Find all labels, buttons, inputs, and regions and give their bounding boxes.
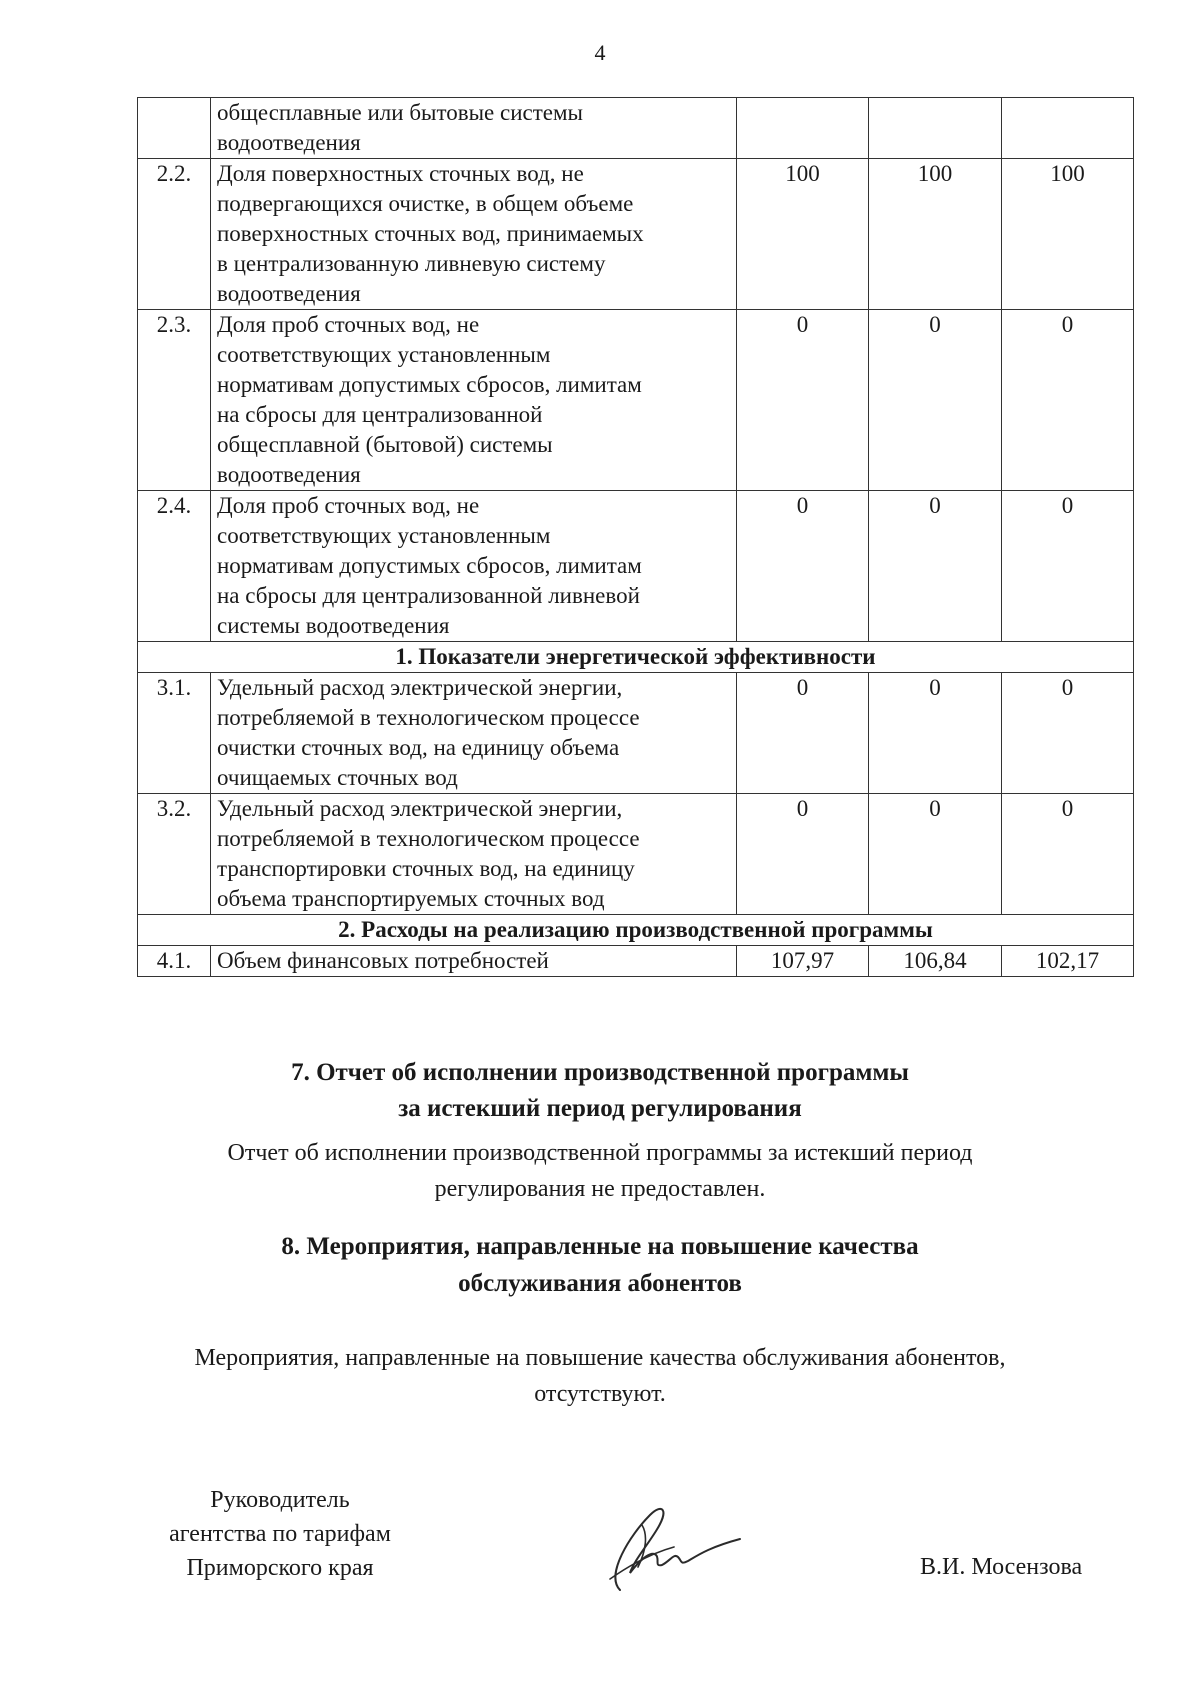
section8-heading-line1: 8. Мероприятия, направленные на повышение качества — [281, 1233, 919, 1260]
description-line: Удельный расход электрической энергии, — [217, 796, 623, 821]
description-line: Доля проб сточных вод, не — [217, 312, 480, 337]
signer-name: В.И. Мосензова — [920, 1554, 1083, 1580]
row-value-v3 — [1002, 98, 1134, 159]
handwritten-signature — [590, 1495, 750, 1610]
row-value-v1: 0 — [737, 310, 869, 491]
row-value-v3: 102,17 — [1002, 946, 1134, 977]
description-line: Удельный расход электрической энергии, — [217, 675, 623, 700]
row-value-v2: 0 — [869, 794, 1002, 915]
description-line: нормативам допустимых сбросов, лимитам — [217, 553, 642, 578]
description-line: нормативам допустимых сбросов, лимитам — [217, 372, 642, 397]
signer-title — [120, 1483, 440, 1585]
description-line: поверхностных сточных вод, принимаемых — [217, 221, 644, 246]
description-line: транспортировки сточных вод, на единицу — [217, 856, 635, 881]
indicators-table — [137, 97, 1134, 977]
row-description — [211, 159, 737, 310]
signer-title-line2: агентства по тарифам — [169, 1521, 391, 1547]
table-row — [138, 491, 1134, 642]
row-description — [211, 310, 737, 491]
description-line: общесплавной (бытовой) системы — [217, 432, 553, 457]
section8-text-line2: отсутствуют. — [534, 1381, 666, 1407]
description-line: соответствующих установленным — [217, 342, 551, 367]
section8-text-line1: Мероприятия, направленные на повышение качества обслуживания абонентов, — [194, 1345, 1006, 1371]
row-number — [138, 98, 211, 159]
row-number: 2.4. — [138, 491, 211, 642]
row-value-v2: 100 — [869, 159, 1002, 310]
section7-heading-line1: 7. Отчет об исполнении производственной программы — [291, 1059, 909, 1086]
section8-heading-line2: обслуживания абонентов — [458, 1270, 742, 1297]
table-row — [138, 310, 1134, 491]
description-line: Доля проб сточных вод, не — [217, 493, 480, 518]
row-value-v2: 0 — [869, 491, 1002, 642]
row-value-v1: 0 — [737, 673, 869, 794]
row-description — [211, 491, 737, 642]
row-value-v1: 0 — [737, 491, 869, 642]
row-value-v2: 0 — [869, 673, 1002, 794]
row-value-v3: 0 — [1002, 310, 1134, 491]
row-description — [211, 946, 737, 977]
row-value-v3: 0 — [1002, 794, 1134, 915]
signature-graphic — [590, 1495, 750, 1605]
section-title: 1. Показатели энергетической эффективности — [138, 642, 1134, 673]
description-line: очищаемых сточных вод — [217, 765, 458, 790]
description-line: системы водоотведения — [217, 613, 450, 638]
table-section-row — [138, 642, 1134, 673]
row-value-v2: 106,84 — [869, 946, 1002, 977]
row-value-v3: 100 — [1002, 159, 1134, 310]
section7-text-line2: регулирования не предоставлен. — [434, 1176, 766, 1202]
row-value-v2: 0 — [869, 310, 1002, 491]
table-row — [138, 794, 1134, 915]
table-section-row — [138, 915, 1134, 946]
page-number: 4 — [594, 40, 606, 65]
section7-text-line1: Отчет об исполнении производственной программы за истекший период — [227, 1140, 973, 1166]
table-row — [138, 673, 1134, 794]
description-line: водоотведения — [217, 281, 361, 306]
description-line: объема транспортируемых сточных вод — [217, 886, 605, 911]
description-line: водоотведения — [217, 462, 361, 487]
table-row — [138, 98, 1134, 159]
description-line: на сбросы для централизованной ливневой — [217, 583, 640, 608]
row-description — [211, 673, 737, 794]
description-line: Объем финансовых потребностей — [217, 948, 549, 973]
row-number: 4.1. — [138, 946, 211, 977]
row-value-v1: 0 — [737, 794, 869, 915]
row-description — [211, 98, 737, 159]
description-line: соответствующих установленным — [217, 523, 551, 548]
row-value-v1: 107,97 — [737, 946, 869, 977]
row-value-v1: 100 — [737, 159, 869, 310]
table-row — [138, 159, 1134, 310]
description-line: в централизованную ливневую систему — [217, 251, 606, 276]
section-title: 2. Расходы на реализацию производственной программы — [138, 915, 1134, 946]
row-number: 2.3. — [138, 310, 211, 491]
row-value-v3: 0 — [1002, 673, 1134, 794]
row-description — [211, 794, 737, 915]
description-line: очистки сточных вод, на единицу объема — [217, 735, 620, 760]
description-line: потребляемой в технологическом процессе — [217, 826, 640, 851]
description-line: водоотведения — [217, 130, 361, 155]
row-value-v3: 0 — [1002, 491, 1134, 642]
description-line: подвергающихся очистке, в общем объеме — [217, 191, 634, 216]
row-value-v2 — [869, 98, 1002, 159]
section7-heading-line2: за истекший период регулирования — [398, 1095, 802, 1122]
signer-title-line3: Приморского края — [186, 1555, 374, 1581]
row-value-v1 — [737, 98, 869, 159]
row-number: 3.1. — [138, 673, 211, 794]
table-row — [138, 946, 1134, 977]
description-line: потребляемой в технологическом процессе — [217, 705, 640, 730]
row-number: 2.2. — [138, 159, 211, 310]
description-line: Доля поверхностных сточных вод, не — [217, 161, 584, 186]
row-number: 3.2. — [138, 794, 211, 915]
signer-title-line1: Руководитель — [210, 1487, 350, 1513]
description-line: на сбросы для централизованной — [217, 402, 543, 427]
description-line: общесплавные или бытовые системы — [217, 100, 583, 125]
